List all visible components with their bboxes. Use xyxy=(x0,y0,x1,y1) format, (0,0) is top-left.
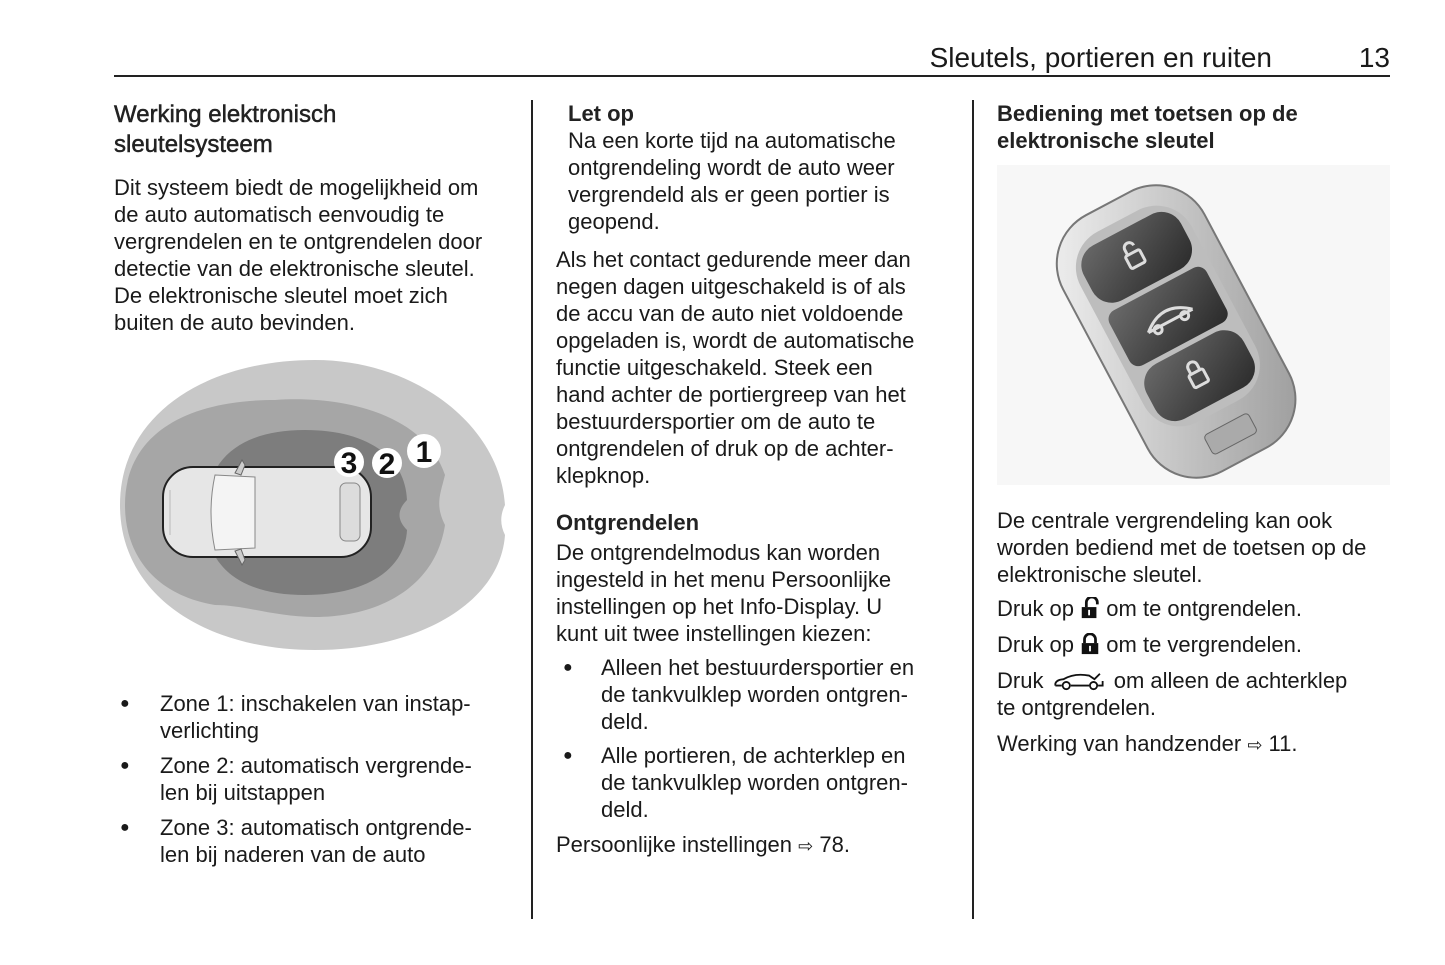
bullet: ● xyxy=(120,819,130,836)
instruction-text: om te vergrendelen. xyxy=(1106,632,1302,657)
zone-label-2: 2 xyxy=(378,448,396,481)
bullet-text: Zone 2: automatisch vergrende- len bij uitstappen xyxy=(160,753,472,805)
section-heading: Bediening met toetsen op de elektronische sleutel xyxy=(997,101,1298,153)
subheading-unlock: Ontgrendelen xyxy=(556,510,700,535)
note-title: Let op xyxy=(568,101,634,126)
page-number: 13 xyxy=(1358,42,1390,73)
bullet-text: Zone 1: inschakelen van instap- verlichting xyxy=(160,691,471,743)
lock-icon xyxy=(1080,633,1100,655)
bullet-text: Zone 3: automatisch ontgrende- len bij naderen van de auto xyxy=(160,815,472,867)
instruction-text: om alleen de achterklep xyxy=(1113,668,1348,693)
instruction-text: Druk op xyxy=(997,596,1075,621)
cross-reference[interactable] xyxy=(556,831,850,860)
ref-page: 11. xyxy=(1268,731,1298,756)
central-locking-paragraph: De centrale vergrendeling kan ook worden bediend met de toetsen op de elektronische sleutel. xyxy=(997,508,1367,587)
unlock-icon xyxy=(1080,597,1100,619)
zone-label-1: 1 xyxy=(415,436,433,469)
zone-diagram xyxy=(115,355,515,655)
tailgate-instruction xyxy=(997,667,1347,721)
arrow-icon: ⇨ xyxy=(1247,735,1263,755)
ref-page: 78. xyxy=(819,832,850,857)
battery-paragraph: Als het contact gedurende meer dan negen dagen uitgeschakeld is of als de accu van de auto niet voldoende opgeladen is, wordt de automatische functie uitgeschakeld. Steek een hand achter de portiergreep van het bestuurdersportier om de auto te ontgrendelen of druk op de achter- klepknop. xyxy=(556,247,915,488)
running-header xyxy=(114,40,1390,76)
bullet-text: Alle portieren, de achterklep en de tankvulklep worden ontgren- deld. xyxy=(601,743,908,822)
bullet-text: Alleen het bestuurdersportier en de tankvulklep worden ontgren- deld. xyxy=(601,655,915,734)
instruction-text: te ontgrendelen. xyxy=(997,695,1157,720)
instruction-text: om te ontgrendelen. xyxy=(1106,596,1302,621)
bullet: ● xyxy=(563,659,573,676)
bullet: ● xyxy=(563,747,573,764)
unlock-paragraph: De ontgrendelmodus kan worden ingesteld in het menu Persoonlijke instellingen op het Info-Display. U kunt uit twee instellingen kiezen: xyxy=(556,540,892,646)
lock-instruction xyxy=(997,631,1302,658)
section-heading: Werking elektronisch sleutelsysteem xyxy=(114,101,337,158)
unlock-instruction xyxy=(997,595,1302,622)
cross-reference[interactable] xyxy=(997,730,1298,759)
bullet: ● xyxy=(120,695,130,712)
bullet: ● xyxy=(120,757,130,774)
ref-text: Persoonlijke instellingen xyxy=(556,832,793,857)
note-text: Na een korte tijd na automatische ontgrendeling wordt de auto weer vergrendeld als er geen portier is geopend. xyxy=(568,128,896,234)
ref-text: Werking van handzender xyxy=(997,731,1242,756)
tailgate-car-icon xyxy=(1050,671,1108,691)
zone-label-3: 3 xyxy=(340,447,358,480)
instruction-text: Druk op xyxy=(997,632,1075,657)
instruction-text: Druk xyxy=(997,668,1044,693)
key-fob-illustration xyxy=(997,165,1390,485)
chapter-title: Sleutels, portieren en ruiten xyxy=(929,42,1272,73)
header-rule xyxy=(114,75,1390,77)
arrow-icon: ⇨ xyxy=(798,836,814,856)
intro-paragraph: Dit systeem biedt de mogelijkheid om de auto automatisch eenvoudig te vergrendelen en te ontgrendelen door detectie van de elektronische sleutel. De elektronische sleutel moet zich buiten de auto bevinden. xyxy=(114,175,483,335)
